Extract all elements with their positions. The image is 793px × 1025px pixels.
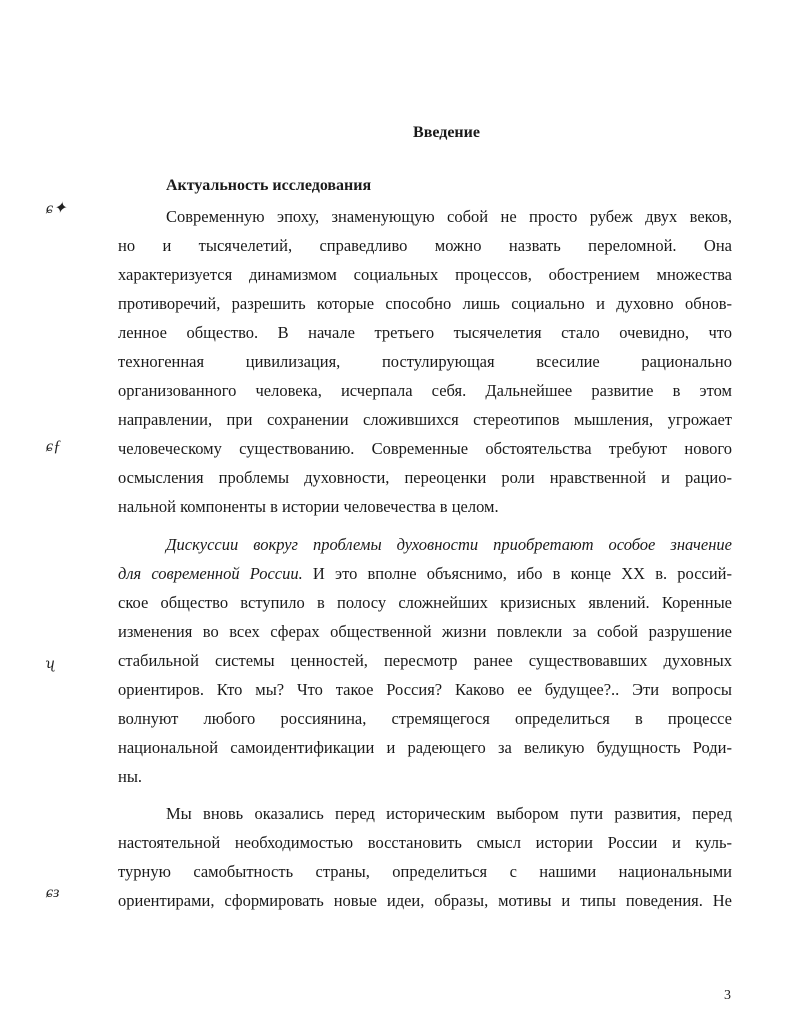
text-line: Современную эпоху, знаменующую собой не просто рубеж двух веков,	[166, 207, 732, 226]
page-number: 3	[724, 988, 731, 1003]
text-line: нальной компоненты в истории человечества в целом.	[118, 497, 499, 516]
text-line: ны.	[118, 767, 143, 786]
margin-annotation: ɕƒ	[46, 438, 62, 455]
margin-annotation: ɕ✦	[46, 200, 67, 217]
text-line: ориентирами, сформировать новые идеи, образы, мотивы и типы поведения. Не	[118, 891, 732, 910]
text-line: ское общество вступило в полосу сложнейших кризисных явлений. Коренные	[118, 593, 732, 612]
text-line-italic: Дискуссии вокруг проблемы духовности приобретают особое значение	[166, 535, 732, 554]
margin-annotation: ʯ	[46, 655, 55, 672]
text-line: турную самобытность страны, определиться с нашими национальными	[118, 862, 732, 881]
text-line: волнуют любого россиянина, стремящегося определиться в процессе	[118, 709, 732, 728]
text-line: настоятельной необходимостью восстановить смысл истории России и куль-	[118, 833, 732, 852]
italic-phrase: для современной России.	[118, 564, 303, 583]
text-line: ленное общество. В начале третьего тысячелетия стало очевидно, что	[118, 323, 732, 342]
text-line: стабильной системы ценностей, пересмотр ранее существовавших духовных	[118, 651, 732, 670]
text-line-mixed	[118, 564, 732, 584]
text-line: противоречий, разрешить которые способно лишь социально и духовно обнов-	[118, 294, 732, 313]
text-line: характеризуется динамизмом социальных процессов, обострением множества	[118, 265, 732, 284]
text-line: Мы вновь оказались перед историческим выбором пути развития, перед	[166, 804, 732, 823]
text-line: но и тысячелетий, справедливо можно назвать переломной. Она	[118, 236, 732, 255]
text-line: изменения во всех сферах общественной жизни повлекли за собой разрушение	[118, 622, 732, 641]
page-title: Введение	[413, 124, 480, 141]
section-heading: Актуальность исследования	[166, 177, 372, 194]
text-line: техногенная цивилизация, постулирующая всесилие рационально	[118, 352, 732, 371]
text-line: организованного человека, исчерпала себя. Дальнейшее развитие в этом	[118, 381, 732, 400]
text-span: И это вполне объяснимо, ибо в конце XX в. россий-	[302, 564, 732, 583]
text-line: человеческому существованию. Современные обстоятельства требуют нового	[118, 439, 732, 458]
text-line: национальной самоидентификации и радеющего за великую будущность Роди-	[118, 738, 732, 757]
text-line: направлении, при сохранении сложившихся стереотипов мышления, угрожает	[118, 410, 732, 429]
text-line: ориентиров. Кто мы? Что такое Россия? Каково ее будущее?.. Эти вопросы	[118, 680, 732, 699]
margin-annotation: ɕɜ	[46, 884, 60, 901]
text-line: осмысления проблемы духовности, переоценки роли нравственной и рацио-	[118, 468, 732, 487]
